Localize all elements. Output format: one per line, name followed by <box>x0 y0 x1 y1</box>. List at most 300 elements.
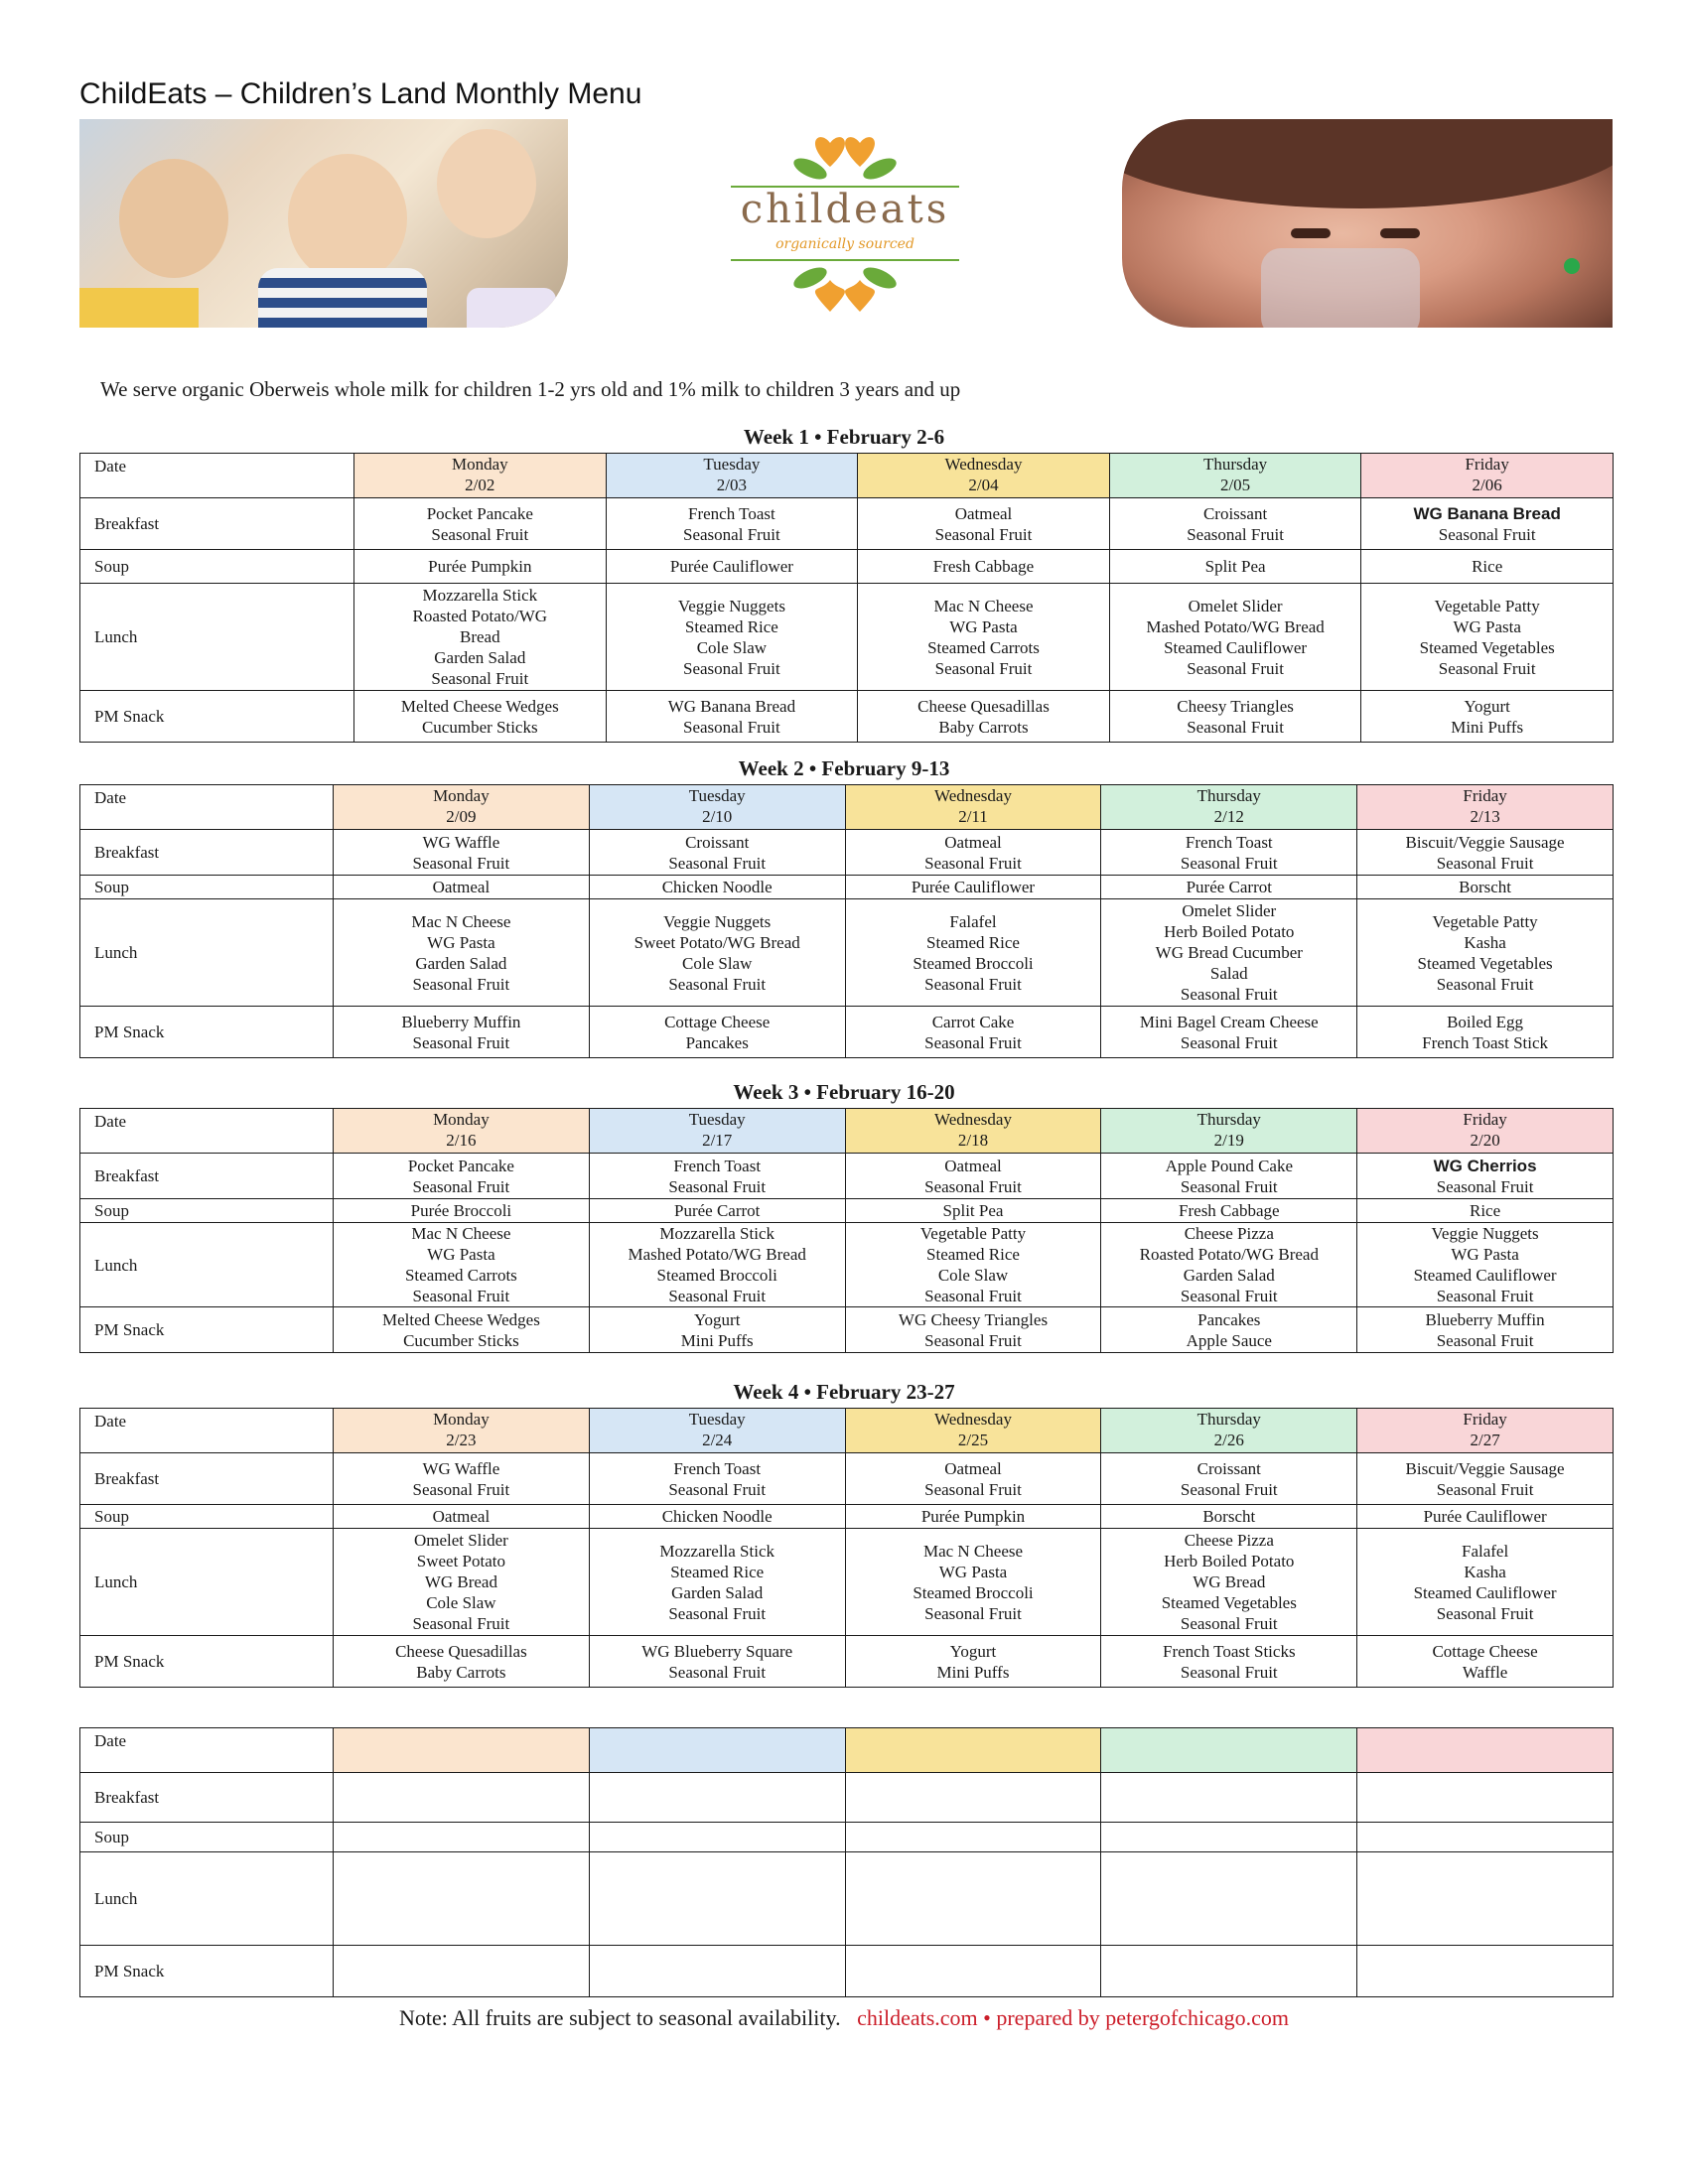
menu-item: Cheese Pizza <box>1184 1224 1274 1243</box>
menu-item: Steamed Rice <box>926 1245 1020 1264</box>
menu-item: Kasha <box>1464 1562 1506 1581</box>
menu-item: WG Waffle <box>422 1458 500 1478</box>
lunch-row <box>80 584 1614 691</box>
blank-cell <box>845 1852 1101 1946</box>
soup-cell: Split Pea <box>1109 550 1361 584</box>
menu-item: Herb Boiled Potato <box>1164 1552 1295 1570</box>
menu-item: Steamed Carrots <box>927 637 1040 657</box>
lunch-cell <box>1101 899 1357 1007</box>
soup-cell: Chicken Noodle <box>589 1505 845 1529</box>
footer-site-link[interactable]: childeats.com <box>857 2005 978 2030</box>
menu-item: Seasonal Fruit <box>1180 1176 1278 1196</box>
menu-item: Seasonal Fruit <box>924 853 1022 873</box>
snack-cell <box>1101 1636 1357 1688</box>
menu-item: Croissant <box>1196 1458 1261 1478</box>
menu-item: Seasonal Fruit <box>934 658 1033 678</box>
menu-item: Steamed Broccoli <box>913 1582 1034 1602</box>
blank-cell <box>1101 1946 1357 1997</box>
day-name: Monday <box>433 786 490 805</box>
day-header <box>354 454 607 498</box>
menu-item: Seasonal Fruit <box>1180 1662 1278 1682</box>
menu-item: Seasonal Fruit <box>683 658 780 678</box>
day-date: 2/06 <box>1472 476 1502 494</box>
menu-item: WG Cheesy Triangles <box>898 1309 1049 1329</box>
breakfast-cell <box>1357 830 1614 876</box>
breakfast-cell <box>845 1154 1101 1199</box>
menu-item: French Toast Stick <box>1422 1032 1549 1052</box>
menu-item: Seasonal Fruit <box>1180 1614 1278 1633</box>
snack-cell <box>858 691 1110 743</box>
day-header <box>845 1109 1101 1154</box>
menu-item: Seasonal Fruit <box>1436 974 1534 994</box>
blank-cell <box>845 1728 1101 1773</box>
day-date: 2/18 <box>957 1131 989 1150</box>
snack-row <box>80 1007 1614 1058</box>
menu-item: Yogurt <box>1464 696 1510 716</box>
logo-heart-icon <box>815 137 845 167</box>
snack-cell <box>589 1307 845 1353</box>
breakfast-cell <box>1101 1453 1357 1505</box>
menu-item: Mac N Cheese <box>411 911 511 931</box>
menu-item: Bread <box>460 627 500 646</box>
lunch-row-label: Lunch <box>80 1852 334 1946</box>
lunch-cell <box>845 1529 1101 1636</box>
breakfast-cell <box>334 1154 590 1199</box>
blank-cell <box>589 1773 845 1823</box>
menu-item: Cottage Cheese <box>664 1012 771 1031</box>
logo-tagline: organically sourced <box>775 236 914 252</box>
snack-cell <box>334 1007 590 1058</box>
menu-item: Mozzarella Stick <box>659 1224 775 1243</box>
blank-cell <box>845 1946 1101 1997</box>
day-date: 2/25 <box>957 1431 989 1449</box>
snack-cell <box>1357 1307 1614 1353</box>
lunch-cell <box>1357 1223 1614 1307</box>
snack-cell <box>1361 691 1614 743</box>
snack-cell <box>1357 1636 1614 1688</box>
breakfast-cell <box>1101 1154 1357 1199</box>
snack-cell <box>334 1307 590 1353</box>
day-date: 2/11 <box>958 807 988 826</box>
soup-cell: Borscht <box>1101 1505 1357 1529</box>
day-name: Wednesday <box>934 786 1012 805</box>
lunch-cell <box>845 899 1101 1007</box>
soup-row <box>80 1505 1614 1529</box>
menu-item: Seasonal Fruit <box>1436 1479 1534 1499</box>
menu-item: Seasonal Fruit <box>924 1176 1022 1196</box>
breakfast-cell <box>1361 498 1614 550</box>
snack-row-label: PM Snack <box>80 1307 334 1353</box>
menu-item: Carrot Cake <box>931 1012 1015 1031</box>
menu-item: WG Pasta <box>427 932 495 952</box>
soup-cell: Oatmeal <box>334 1505 590 1529</box>
menu-item: Herb Boiled Potato <box>1164 922 1295 941</box>
soup-row <box>80 876 1614 899</box>
breakfast-cell <box>1101 830 1357 876</box>
blank-cell <box>1357 1773 1614 1823</box>
day-name: Friday <box>1465 455 1509 474</box>
blank-cell <box>1357 1728 1614 1773</box>
menu-item: Seasonal Fruit <box>683 524 780 544</box>
page-title: ChildEats – Children’s Land Monthly Menu <box>79 77 642 110</box>
date-row <box>80 1109 1614 1154</box>
menu-item: Blueberry Muffin <box>1425 1309 1545 1329</box>
lunch-cell <box>1361 584 1614 691</box>
menu-item: Baby Carrots <box>938 717 1029 737</box>
menu-item: Boiled Egg <box>1447 1012 1524 1031</box>
lunch-row <box>80 1529 1614 1636</box>
soup-cell: Fresh Cabbage <box>1101 1199 1357 1223</box>
breakfast-cell <box>1357 1453 1614 1505</box>
menu-item: Vegetable Patty <box>1432 911 1538 931</box>
menu-item: Apple Sauce <box>1186 1330 1272 1350</box>
menu-item: Seasonal Fruit <box>934 524 1033 544</box>
menu-item: Omelet Slider <box>1182 901 1277 920</box>
date-row-label: Date <box>80 1109 334 1154</box>
blank-cell <box>1101 1773 1357 1823</box>
date-row <box>80 454 1614 498</box>
day-name: Monday <box>451 455 508 474</box>
soup-cell: Rice <box>1361 550 1614 584</box>
menu-item: Baby Carrots <box>416 1662 506 1682</box>
menu-item: Oatmeal <box>944 1458 1002 1478</box>
menu-item: Sweet Potato <box>416 1552 506 1570</box>
menu-item: Veggie Nuggets <box>663 911 772 931</box>
blank-cell <box>1357 1946 1614 1997</box>
lunch-row-label: Lunch <box>80 584 354 691</box>
lunch-row-label: Lunch <box>80 899 334 1007</box>
breakfast-row-label: Breakfast <box>80 830 334 876</box>
soup-row <box>80 1199 1614 1223</box>
menu-item: Croissant <box>1202 503 1268 523</box>
snack-cell <box>1101 1007 1357 1058</box>
menu-item: Seasonal Fruit <box>1438 658 1536 678</box>
menu-item: Seasonal Fruit <box>1187 658 1284 678</box>
menu-item: Steamed Rice <box>684 616 778 636</box>
blank-cell <box>1101 1728 1357 1773</box>
menu-item: Garden Salad <box>415 953 507 973</box>
blank-cell <box>1357 1823 1614 1852</box>
menu-item: Yogurt <box>693 1309 741 1329</box>
menu-item: Seasonal Fruit <box>668 853 767 873</box>
menu-item: Seasonal Fruit <box>1438 524 1536 544</box>
day-date: 2/12 <box>1213 807 1244 826</box>
snack-cell <box>845 1636 1101 1688</box>
menu-item: Seasonal Fruit <box>1180 853 1278 873</box>
menu-item: French Toast <box>673 1458 762 1478</box>
blank-cell <box>589 1852 845 1946</box>
day-name: Wednesday <box>934 1410 1012 1429</box>
menu-item: Steamed Vegetables <box>1419 637 1555 657</box>
blank-cell <box>589 1728 845 1773</box>
menu-item: Seasonal Fruit <box>1436 1330 1534 1350</box>
soup-cell: Purée Pumpkin <box>354 550 607 584</box>
breakfast-cell <box>589 830 845 876</box>
week-1-title: Week 1 • February 2-6 <box>743 425 945 449</box>
menu-item: Mac N Cheese <box>411 1224 511 1243</box>
blank-cell <box>1101 1823 1357 1852</box>
menu-item: Steamed Cauliflower <box>1164 637 1308 657</box>
menu-item: Mozzarella Stick <box>422 586 538 605</box>
menu-item: Veggie Nuggets <box>1431 1224 1539 1243</box>
lunch-cell <box>1101 1529 1357 1636</box>
menu-item: Seasonal Fruit <box>924 1287 1022 1305</box>
blank-cell <box>334 1946 590 1997</box>
lunch-row-label: Lunch <box>80 1223 334 1307</box>
menu-item: Steamed Carrots <box>404 1266 517 1285</box>
menu-item: Cole Slaw <box>426 1593 496 1612</box>
week-1-table <box>79 453 1614 743</box>
soup-cell: Purée Carrot <box>589 1199 845 1223</box>
menu-item: Cucumber Sticks <box>403 1330 519 1350</box>
menu-item: Cheese Pizza <box>1184 1531 1274 1550</box>
menu-item: Veggie Nuggets <box>677 596 785 615</box>
soup-cell: Fresh Cabbage <box>858 550 1110 584</box>
snack-cell <box>845 1307 1101 1353</box>
menu-item: WG Blueberry Square <box>641 1641 793 1661</box>
soup-cell: Borscht <box>1357 876 1614 899</box>
day-date: 2/27 <box>1470 1431 1500 1449</box>
blank-cell <box>589 1946 845 1997</box>
menu-item: Seasonal Fruit <box>1180 1479 1278 1499</box>
soup-row-label: Soup <box>80 1199 334 1223</box>
snack-row <box>80 1307 1614 1353</box>
menu-item: Melted Cheese Wedges <box>381 1309 540 1329</box>
lunch-cell <box>606 584 858 691</box>
menu-item: Seasonal Fruit <box>1436 1176 1534 1196</box>
lunch-cell <box>334 1223 590 1307</box>
lunch-cell <box>1101 1223 1357 1307</box>
menu-item: Pocket Pancake <box>407 1156 514 1175</box>
menu-item: Seasonal Fruit <box>1180 985 1278 1004</box>
day-date: 2/19 <box>1213 1131 1244 1150</box>
menu-item: Seasonal Fruit <box>412 974 510 994</box>
menu-item: Steamed Rice <box>926 932 1020 952</box>
soup-cell: Purée Broccoli <box>334 1199 590 1223</box>
day-header <box>858 454 1110 498</box>
soup-row <box>80 550 1614 584</box>
date-row <box>80 1409 1614 1453</box>
day-name: Tuesday <box>688 1110 746 1129</box>
breakfast-cell <box>589 1154 845 1199</box>
lunch-cell <box>589 1223 845 1307</box>
date-row <box>80 1728 1614 1773</box>
breakfast-cell <box>606 498 858 550</box>
breakfast-row-label: Breakfast <box>80 1453 334 1505</box>
logo-heart-icon <box>845 280 875 312</box>
menu-item: Mac N Cheese <box>933 596 1034 615</box>
lunch-cell <box>589 1529 845 1636</box>
menu-item: WG Bread <box>424 1572 497 1591</box>
day-date: 2/17 <box>702 1131 733 1150</box>
breakfast-row-label: Breakfast <box>80 1154 334 1199</box>
week-2-table <box>79 784 1614 1058</box>
lunch-cell <box>845 1223 1101 1307</box>
footer-note: Note: All fruits are subject to seasonal availability. <box>399 2005 841 2030</box>
logo-heart-icon <box>815 280 845 312</box>
menu-item: Oatmeal <box>944 832 1002 852</box>
lunch-row <box>80 1852 1614 1946</box>
footer-credit-link[interactable]: prepared by petergofchicago.com <box>996 2005 1289 2030</box>
menu-item: Seasonal Fruit <box>668 974 767 994</box>
day-date: 2/05 <box>1219 476 1251 494</box>
day-date: 2/10 <box>702 807 733 826</box>
soup-row-label: Soup <box>80 550 354 584</box>
snack-cell <box>354 691 607 743</box>
menu-item: Seasonal Fruit <box>412 1287 510 1305</box>
breakfast-row <box>80 1773 1614 1823</box>
menu-item: WG Waffle <box>422 832 500 852</box>
blank-cell <box>1101 1852 1357 1946</box>
menu-item: Steamed Broccoli <box>656 1266 777 1285</box>
menu-item: WG Cherrios <box>1433 1156 1537 1175</box>
menu-item: WG Bread Cucumber <box>1155 943 1303 962</box>
menu-item: Biscuit/Veggie Sausage <box>1405 1458 1565 1478</box>
menu-item: French Toast <box>1185 832 1273 852</box>
week-2-title: Week 2 • February 9-13 <box>738 756 950 780</box>
lunch-row <box>80 1223 1614 1307</box>
snack-cell <box>589 1007 845 1058</box>
day-name: Tuesday <box>688 786 746 805</box>
day-date: 2/23 <box>446 1431 477 1449</box>
lunch-cell <box>334 899 590 1007</box>
menu-item: Mac N Cheese <box>922 1541 1024 1561</box>
day-header <box>589 1409 845 1453</box>
day-name: Monday <box>433 1110 490 1129</box>
snack-cell <box>606 691 858 743</box>
menu-item: Roasted Potato/WG Bread <box>1139 1245 1319 1264</box>
breakfast-row <box>80 1154 1614 1199</box>
children-eating-photo <box>79 119 568 328</box>
menu-item: WG Bread <box>1193 1572 1266 1591</box>
lunch-cell <box>354 584 607 691</box>
week-3-table <box>79 1108 1614 1353</box>
logo-wordmark: childeats <box>740 187 950 232</box>
menu-item: Waffle <box>1462 1662 1508 1682</box>
menu-item: Seasonal Fruit <box>924 974 1022 994</box>
menu-item: Seasonal Fruit <box>668 1603 767 1623</box>
snack-row <box>80 691 1614 743</box>
menu-item: WG Pasta <box>949 616 1018 636</box>
logo-heart-icon <box>845 137 875 167</box>
menu-item: Cheesy Triangles <box>1177 696 1294 716</box>
date-row-label: Date <box>80 1409 334 1453</box>
menu-item: French Toast <box>673 1156 762 1175</box>
lunch-row-label: Lunch <box>80 1529 334 1636</box>
day-header <box>606 454 858 498</box>
menu-item: WG Pasta <box>938 1562 1008 1581</box>
milk-note: We serve organic Oberweis whole milk for children 1-2 yrs old and 1% milk to children 3 years and up <box>100 377 961 401</box>
menu-item: Seasonal Fruit <box>412 1614 510 1633</box>
menu-item: Pocket Pancake <box>426 503 533 523</box>
menu-item: French Toast Sticks <box>1163 1641 1296 1661</box>
soup-row <box>80 1823 1614 1852</box>
menu-item: Seasonal Fruit <box>668 1662 767 1682</box>
day-header <box>1357 1409 1614 1453</box>
footer <box>0 2005 1688 2031</box>
child-closeup-photo <box>1122 119 1613 328</box>
menu-item: Yogurt <box>949 1641 997 1661</box>
day-date: 2/04 <box>968 476 999 494</box>
breakfast-row-label: Breakfast <box>80 498 354 550</box>
menu-item: Seasonal Fruit <box>683 717 780 737</box>
breakfast-cell <box>589 1453 845 1505</box>
day-name: Thursday <box>1196 786 1261 805</box>
breakfast-cell <box>334 1453 590 1505</box>
lunch-cell <box>1357 899 1614 1007</box>
breakfast-row <box>80 498 1614 550</box>
day-date: 2/03 <box>716 476 747 494</box>
menu-item: Cucumber Sticks <box>421 717 538 737</box>
menu-item: Steamed Broccoli <box>913 953 1034 973</box>
menu-item: Omelet Slider <box>1188 596 1283 615</box>
menu-item: Seasonal Fruit <box>412 1479 510 1499</box>
breakfast-cell <box>1109 498 1361 550</box>
snack-row-label: PM Snack <box>80 1007 334 1058</box>
snack-cell <box>1101 1307 1357 1353</box>
menu-item: Cole Slaw <box>937 1266 1009 1285</box>
soup-cell: Purée Carrot <box>1101 876 1357 899</box>
menu-item: Cheese Quesadillas <box>395 1641 527 1661</box>
menu-item: Cottage Cheese <box>1432 1641 1538 1661</box>
menu-item: Garden Salad <box>434 648 526 667</box>
lunch-cell <box>334 1529 590 1636</box>
snack-cell <box>1357 1007 1614 1058</box>
menu-item: Garden Salad <box>671 1582 764 1602</box>
week-4-title: Week 4 • February 23-27 <box>733 1380 955 1404</box>
menu-item: Mozzarella Stick <box>659 1541 775 1561</box>
menu-item: WG Pasta <box>1453 616 1521 636</box>
soup-cell: Purée Cauliflower <box>606 550 858 584</box>
date-row-label: Date <box>80 454 354 498</box>
menu-item: Mini Puffs <box>680 1330 754 1350</box>
menu-item: Mashed Potato/WG Bread <box>1146 616 1325 636</box>
snack-row-label: PM Snack <box>80 1946 334 1997</box>
menu-item: Steamed Vegetables <box>1417 953 1553 973</box>
menu-item: French Toast <box>688 503 775 523</box>
day-date: 2/26 <box>1213 1431 1244 1449</box>
soup-row-label: Soup <box>80 1823 334 1852</box>
menu-item: Seasonal Fruit <box>924 1330 1022 1350</box>
menu-item: Falafel <box>1461 1541 1509 1561</box>
menu-item: Apple Pound Cake <box>1165 1156 1293 1175</box>
snack-cell <box>334 1636 590 1688</box>
day-name: Monday <box>433 1410 490 1429</box>
blank-menu-table <box>79 1727 1614 1997</box>
menu-item: Cheese Quesadillas <box>917 696 1050 716</box>
menu-item: Mashed Potato/WG Bread <box>628 1245 806 1264</box>
breakfast-row-label: Breakfast <box>80 1773 334 1823</box>
breakfast-cell <box>1357 1154 1614 1199</box>
breakfast-cell <box>845 1453 1101 1505</box>
menu-item: Cole Slaw <box>696 637 768 657</box>
menu-item: Seasonal Fruit <box>924 1032 1022 1052</box>
menu-item: Seasonal Fruit <box>668 1176 767 1196</box>
menu-item: Mini Puffs <box>936 1662 1010 1682</box>
menu-item: Oatmeal <box>944 1156 1002 1175</box>
day-header <box>845 1409 1101 1453</box>
day-name: Thursday <box>1196 1410 1261 1429</box>
day-name: Wednesday <box>934 1110 1012 1129</box>
menu-item: Seasonal Fruit <box>668 1287 767 1305</box>
day-name: Friday <box>1463 1110 1507 1129</box>
menu-item: WG Pasta <box>1451 1245 1519 1264</box>
menu-item: Pancakes <box>1197 1309 1261 1329</box>
menu-item: WG Banana Bread <box>667 696 796 716</box>
soup-cell: Oatmeal <box>334 876 590 899</box>
menu-item: Omelet Slider <box>413 1531 508 1550</box>
menu-item: Mini Puffs <box>1451 717 1524 737</box>
